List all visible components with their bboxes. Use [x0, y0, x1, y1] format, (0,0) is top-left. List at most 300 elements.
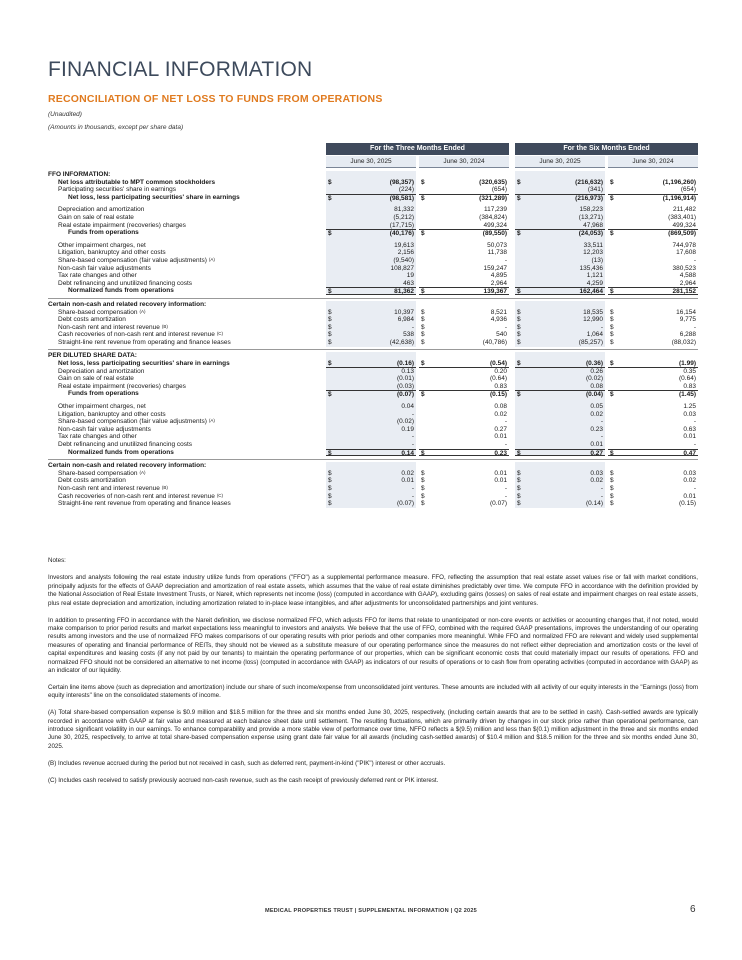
dollar-sign: $ [328, 308, 332, 316]
value-cell [515, 316, 605, 324]
dollar-sign: $ [328, 360, 332, 368]
value-cell [326, 316, 416, 324]
row-label [58, 360, 230, 368]
cell-value: 0.26 [590, 367, 603, 375]
value-cell [608, 500, 698, 508]
dollar-sign: $ [517, 449, 521, 457]
value-cell [608, 316, 698, 324]
cell-value: - [600, 323, 603, 331]
row-label-text: Other impairment charges, net [58, 403, 146, 411]
dollar-sign: $ [328, 391, 332, 399]
value-cell [419, 242, 509, 250]
footnote-marker: (A) [208, 418, 215, 424]
table-section [48, 171, 698, 295]
cell-value: 162,464 [579, 288, 603, 296]
row-label-text: Real estate impairment (recoveries) charges [58, 382, 186, 390]
value-cell [419, 229, 509, 237]
cell-value: 6,984 [397, 316, 414, 324]
value-cell [419, 375, 509, 383]
table-row [48, 257, 698, 265]
value-cell [515, 280, 605, 288]
value-cell [419, 383, 509, 391]
section-heading-label: FFO INFORMATION: [48, 171, 111, 178]
table-row [48, 222, 698, 230]
table-row [48, 441, 698, 449]
value-cell [515, 418, 605, 426]
row-label [58, 179, 215, 187]
cell-value: 19,613 [394, 241, 414, 249]
value-cell [515, 194, 605, 202]
value-cell [608, 477, 698, 485]
cell-value: 18,535 [583, 308, 603, 316]
row-label [58, 265, 151, 273]
dollar-sign: $ [421, 484, 425, 492]
row-label-text: Debt costs amortization [58, 477, 126, 485]
value-cell [419, 214, 509, 222]
value-cell [326, 390, 416, 398]
dollar-sign: $ [328, 288, 332, 296]
cell-value: (654) [680, 186, 696, 194]
value-cell [608, 222, 698, 230]
value-cell [608, 249, 698, 257]
dollar-sign: $ [517, 338, 521, 346]
value-cell [326, 433, 416, 441]
row-label [68, 390, 139, 398]
cell-value: 0.01 [494, 477, 507, 485]
col-header-6m-2024: June 30, 2024 [608, 156, 698, 168]
table-section [48, 462, 698, 508]
value-cell [419, 339, 509, 347]
cell-value: 4,588 [679, 272, 696, 280]
row-label [58, 257, 215, 265]
cell-value: (384,824) [479, 213, 507, 221]
value-cell [608, 214, 698, 222]
value-cell [515, 214, 605, 222]
row-label [58, 426, 151, 434]
value-cell [608, 242, 698, 250]
value-cell [608, 368, 698, 376]
value-cell [608, 485, 698, 493]
value-cell [419, 206, 509, 214]
cell-value: 2,964 [679, 279, 696, 287]
dollar-sign: $ [328, 449, 332, 457]
value-cell [326, 500, 416, 508]
row-label-text: Non-cash rent and interest revenue [58, 484, 160, 492]
cell-value: 0.01 [494, 433, 507, 441]
value-cell [326, 403, 416, 411]
dollar-sign: $ [610, 178, 614, 186]
cell-value: 108,827 [390, 264, 414, 272]
table-row [48, 206, 698, 214]
value-cell [419, 390, 509, 398]
cell-value: 0.83 [494, 382, 507, 390]
row-label-text: Non-cash fair value adjustments [58, 264, 151, 272]
cell-value: (5,212) [393, 213, 414, 221]
value-cell [608, 324, 698, 332]
value-cell [419, 441, 509, 449]
table-row [48, 309, 698, 317]
value-cell [515, 179, 605, 187]
footnote-c: (C) Includes cash received to satisfy previously accrued non-cash revenue, such as the cash receipt of previously deferred rent or PIK interest. [48, 776, 439, 784]
cell-value: 2,964 [490, 279, 507, 287]
dollar-sign: $ [610, 323, 614, 331]
table-row [48, 418, 698, 426]
section-heading [48, 301, 698, 309]
cell-value: 744,978 [672, 241, 696, 249]
cell-value: 4,895 [490, 272, 507, 280]
table-row [48, 368, 698, 376]
value-cell [419, 272, 509, 280]
cell-value: (0.64) [490, 375, 507, 383]
cell-value: - [693, 418, 696, 426]
table-row [48, 316, 698, 324]
value-cell [608, 272, 698, 280]
row-label [58, 316, 126, 324]
row-label-text: Net loss, less participating securities' share in earnings [68, 193, 240, 201]
value-cell [419, 418, 509, 426]
row-label-text: Debt refinancing and unutilized financing costs [58, 279, 193, 287]
value-cell [608, 493, 698, 501]
value-cell [326, 309, 416, 317]
row-label-text: Gain on sale of real estate [58, 213, 134, 221]
dollar-sign: $ [517, 492, 521, 500]
row-label [58, 470, 146, 478]
table-row [48, 229, 698, 237]
col-header-6m-2025: June 30, 2025 [515, 156, 605, 168]
value-cell [419, 433, 509, 441]
value-cell [326, 242, 416, 250]
row-label [58, 272, 137, 280]
row-label [68, 449, 174, 457]
cell-value: 211,482 [672, 206, 696, 214]
row-label-text: Cash recoveries of non-cash rent and interest revenue [58, 492, 215, 500]
section-divider [48, 456, 698, 460]
dollar-sign: $ [610, 391, 614, 399]
value-cell [326, 493, 416, 501]
dollar-sign: $ [610, 316, 614, 324]
dollar-sign: $ [328, 469, 332, 477]
dollar-sign: $ [517, 316, 521, 324]
value-cell [608, 229, 698, 237]
cell-value: - [504, 256, 507, 264]
value-cell [326, 229, 416, 237]
cell-value: - [600, 484, 603, 492]
dollar-sign: $ [610, 308, 614, 316]
value-cell [419, 257, 509, 265]
cell-value: 0.02 [590, 410, 603, 418]
value-cell [419, 403, 509, 411]
footnote-marker: (C) [216, 331, 224, 337]
cell-value: (321,289) [479, 194, 507, 202]
row-label [58, 485, 168, 493]
notes-normalized-ffo: In addition to presenting FFO in accordance with the Nareit definition, we disclose normalized FFO, which adjusts FFO for items that relate to unanticipated or non-core events or activities or accounting changes that, if not noted, would make comparison to prior period results and market expectations less meaningful to investors and analysts. We believe that the use of FFO, combined with the required GAAP presentations, improves the understanding of our operating results among investors and the use of normalized FFO makes comparisons of our operating results with prior periods and other companies more meaningful. While FFO and normalized FFO are relevant and widely used supplemental measures of operating and financial performance of REITs, they should not be viewed as a substitute measure of our operating performance since the measures do not reflect either depreciation and amortization costs or the level of capital expenditures and leasing costs (if any not paid by our tenants) to maintain the operating performance of our properties, which can be significant economic costs that could materially impact our results of operations. FFO and normalized FFO should not be considered an alternative to net income (loss) (computed in accordance with GAAP) as indicators of our results of operations or to cash flow from operating activities (computed in accordance with GAAP) as an indicator of our liquidity. [48, 616, 698, 674]
cell-value: (383,401) [668, 213, 696, 221]
value-cell [326, 214, 416, 222]
cell-value: 0.63 [683, 425, 696, 433]
table-row [48, 179, 698, 187]
cell-value: - [504, 492, 507, 500]
dollar-sign: $ [421, 288, 425, 296]
row-label-text: Share-based compensation [58, 469, 138, 477]
value-cell [515, 186, 605, 194]
dollar-sign: $ [421, 360, 425, 368]
value-cell [608, 390, 698, 398]
cell-value: - [600, 418, 603, 426]
dollar-sign: $ [517, 500, 521, 508]
cell-value: (216,973) [575, 194, 603, 202]
row-label [58, 368, 144, 376]
cell-value: - [411, 433, 414, 441]
value-cell [515, 249, 605, 257]
dollar-sign: $ [421, 500, 425, 508]
cell-value: 8,521 [490, 308, 507, 316]
cell-value: 0.02 [401, 469, 414, 477]
row-label-text: Cash recoveries of non-cash rent and interest revenue [58, 331, 215, 339]
value-cell [608, 186, 698, 194]
dollar-sign: $ [610, 449, 614, 457]
cell-value: (0.64) [679, 375, 696, 383]
row-label-text: Share-based compensation [58, 308, 138, 316]
value-cell [608, 470, 698, 478]
cell-value: (1.45) [679, 391, 696, 399]
table-row [48, 272, 698, 280]
dollar-sign: $ [421, 308, 425, 316]
cell-value: (0.54) [490, 360, 507, 368]
cell-value: 540 [496, 331, 507, 339]
table-row [48, 194, 698, 202]
cell-value: 0.13 [401, 367, 414, 375]
cell-value: (0.36) [586, 360, 603, 368]
section-divider [48, 295, 698, 299]
row-label-text: Depreciation and amortization [58, 367, 145, 375]
cell-value: - [411, 410, 414, 418]
value-cell [608, 403, 698, 411]
value-cell [515, 287, 605, 295]
row-label-text: Normalized funds from operations [68, 448, 174, 456]
cell-value: 158,223 [579, 206, 603, 214]
row-label-text: Litigation, bankruptcy and other costs [58, 249, 166, 257]
dollar-sign: $ [610, 484, 614, 492]
dollar-sign: $ [610, 477, 614, 485]
value-cell [419, 331, 509, 339]
page-number: 6 [690, 904, 696, 915]
value-cell [515, 331, 605, 339]
cell-value: 463 [403, 279, 414, 287]
value-cell [326, 280, 416, 288]
table-row [48, 390, 698, 398]
value-cell [608, 418, 698, 426]
footnote-marker: (B) [161, 323, 168, 329]
dollar-sign: $ [421, 492, 425, 500]
dollar-sign: $ [421, 449, 425, 457]
dollar-sign: $ [610, 194, 614, 202]
cell-value: 2,156 [397, 249, 414, 257]
value-cell [515, 272, 605, 280]
cell-value: 0.23 [494, 449, 507, 457]
row-label-text: Depreciation and amortization [58, 206, 145, 214]
row-label-text: Net loss, less participating securities' share in earnings [58, 360, 230, 368]
footnote-a: (A) Total share-based compensation expense is $0.9 million and $18.5 million for the three and six months ended June 30, 2025, respectively, (including certain awards that are to be settled in cash). Cash-settled awards are typically recorded in accordance with GAAP at fair value and measured at each balance sheet date until settlement. The resulting fluctuations, which are primarily driven by changes in our stock price rather than operational performance, can introduce significant volatility in our earnings. To enhance comparability and provide a more stable view of performance over time, NFFO reflects a $(9.5) million and less than $(0.1) million adjustment in the three and six months ended June 30, 2025, respectively, to arrive at total share-based compensation expense using grant date fair value for all awards (including cash-settled awards) of $10.4 million and $18.5 million for the three and six months ended June 30, 2025. [48, 709, 698, 750]
value-cell [515, 500, 605, 508]
value-cell [326, 383, 416, 391]
value-cell [419, 179, 509, 187]
row-label-text: Straight-line rent revenue from operating and finance leases [58, 500, 231, 508]
value-cell [419, 265, 509, 273]
cell-value: (89,550) [482, 230, 507, 238]
cell-value: (9,540) [393, 256, 414, 264]
dollar-sign: $ [421, 316, 425, 324]
cell-value: 0.03 [590, 469, 603, 477]
footnote-marker: (B) [161, 484, 168, 490]
value-cell [326, 249, 416, 257]
value-cell [326, 324, 416, 332]
value-cell [608, 309, 698, 317]
value-cell [326, 287, 416, 295]
table-row [48, 242, 698, 250]
value-cell [326, 265, 416, 273]
dollar-sign: $ [421, 391, 425, 399]
table-row [48, 411, 698, 419]
dollar-sign: $ [328, 323, 332, 331]
value-cell [419, 449, 509, 457]
value-cell [515, 390, 605, 398]
cell-value: - [693, 323, 696, 331]
dollar-sign: $ [328, 331, 332, 339]
value-cell [326, 194, 416, 202]
value-cell [326, 272, 416, 280]
cell-value: 0.01 [401, 477, 414, 485]
value-cell [515, 229, 605, 237]
cell-value: (98,581) [389, 194, 414, 202]
cell-value: 0.08 [494, 403, 507, 411]
table-row [48, 500, 698, 508]
notes-section [48, 557, 698, 794]
row-label-text: Non-cash fair value adjustments [58, 425, 151, 433]
cell-value: (98,357) [389, 178, 414, 186]
cell-value: - [411, 441, 414, 448]
dollar-sign: $ [610, 331, 614, 339]
cell-value: (216,632) [575, 178, 603, 186]
row-label [58, 222, 186, 230]
cell-value: 281,152 [672, 288, 696, 296]
cell-value: 499,324 [483, 221, 507, 229]
value-cell [326, 426, 416, 434]
dollar-sign: $ [421, 469, 425, 477]
row-label [58, 418, 215, 426]
value-cell [326, 441, 416, 449]
cell-value: (320,635) [479, 178, 507, 186]
value-cell [419, 411, 509, 419]
value-cell [608, 375, 698, 383]
value-cell [608, 194, 698, 202]
table-row [48, 375, 698, 383]
cell-value: - [504, 418, 507, 426]
cell-value: (88,032) [671, 338, 696, 346]
value-cell [419, 493, 509, 501]
value-cell [515, 242, 605, 250]
value-cell [419, 477, 509, 485]
table-section [48, 301, 698, 347]
cell-value: 4,936 [490, 316, 507, 324]
dollar-sign: $ [517, 288, 521, 296]
value-cell [326, 339, 416, 347]
value-cell [515, 470, 605, 478]
cell-value: (1,196,260) [662, 178, 696, 186]
value-cell [515, 265, 605, 273]
unaudited-note: (Unaudited) [48, 111, 82, 118]
value-cell [515, 403, 605, 411]
dollar-sign: $ [610, 230, 614, 238]
value-cell [515, 485, 605, 493]
cell-value: 47,968 [583, 221, 603, 229]
section-title: RECONCILIATION OF NET LOSS TO FUNDS FROM OPERATIONS [48, 93, 383, 105]
row-label [58, 411, 166, 419]
value-cell [326, 186, 416, 194]
row-label [58, 186, 176, 194]
cell-value: (17,715) [389, 221, 414, 229]
value-cell [326, 360, 416, 368]
cell-value: (0.01) [397, 375, 414, 383]
row-label [58, 477, 126, 485]
footnote-marker: (A) [139, 308, 146, 314]
cell-value: 10,397 [394, 308, 414, 316]
row-label-text: Tax rate changes and other [58, 433, 137, 441]
cell-value: 0.03 [683, 410, 696, 418]
dollar-sign: $ [328, 194, 332, 202]
cell-value: 1.25 [683, 403, 696, 411]
cell-value: 0.83 [683, 382, 696, 390]
row-label-text: Tax rate changes and other [58, 272, 137, 280]
row-label [58, 403, 146, 411]
cell-value: - [693, 484, 696, 492]
value-cell [419, 485, 509, 493]
row-label-text: Gain on sale of real estate [58, 375, 134, 383]
row-label [58, 433, 137, 441]
cell-value: (24,053) [578, 230, 603, 238]
value-cell [419, 280, 509, 288]
value-cell [515, 222, 605, 230]
cell-value: (0.16) [397, 360, 414, 368]
cell-value: 19 [406, 272, 414, 280]
cell-value: 117,239 [483, 206, 507, 214]
cell-value: (40,176) [389, 230, 414, 238]
cell-value: 0.05 [590, 403, 603, 411]
dollar-sign: $ [328, 316, 332, 324]
value-cell [326, 485, 416, 493]
row-label-text: Debt costs amortization [58, 316, 126, 324]
dollar-sign: $ [517, 331, 521, 339]
value-cell [515, 339, 605, 347]
footnote-marker: (A) [139, 469, 146, 475]
cell-value: (341) [587, 186, 603, 194]
value-cell [515, 441, 605, 449]
row-label [58, 280, 192, 288]
value-cell [515, 375, 605, 383]
cell-value: 0.14 [401, 449, 414, 457]
row-label [58, 500, 231, 508]
dollar-sign: $ [517, 360, 521, 368]
cell-value: - [411, 323, 414, 331]
cell-value: 499,324 [672, 221, 696, 229]
cell-value: (42,638) [389, 338, 414, 346]
value-cell [608, 280, 698, 288]
cell-value: (869,509) [668, 230, 696, 238]
dollar-sign: $ [421, 323, 425, 331]
dollar-sign: $ [517, 178, 521, 186]
cell-value: (0.02) [397, 418, 414, 426]
row-label [68, 229, 139, 237]
section-heading [48, 462, 698, 470]
